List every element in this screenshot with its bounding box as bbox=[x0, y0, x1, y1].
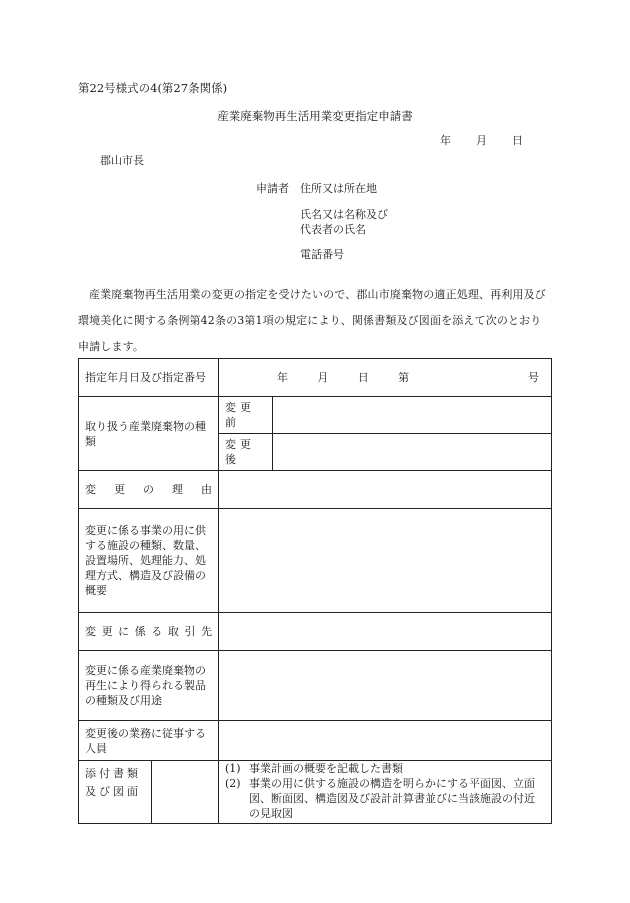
addressee: 郡山市長 bbox=[100, 154, 144, 167]
partner-char: に bbox=[118, 625, 130, 638]
row-staff bbox=[79, 721, 552, 761]
row-recycled-products bbox=[79, 651, 552, 721]
facility-overview-field[interactable] bbox=[219, 509, 552, 613]
reason-char: 理 bbox=[172, 483, 183, 496]
date-month: 月 bbox=[476, 134, 487, 147]
business-partner-label bbox=[79, 613, 219, 651]
date-year: 年 bbox=[440, 134, 451, 147]
applicant-address-label: 住所又は所在地 bbox=[300, 182, 377, 195]
designation-date-label: 指定年月日及び指定番号 bbox=[79, 359, 219, 397]
attachment-text: 事業計画の概要を記載した書類 bbox=[249, 762, 403, 775]
document-title: 産業廃棄物再生活用業変更指定申請書 bbox=[217, 109, 413, 123]
applicant-label: 申請者 bbox=[256, 182, 289, 195]
recycled-products-field[interactable] bbox=[219, 651, 552, 721]
after-change-label: 変更後 bbox=[219, 434, 273, 471]
application-date bbox=[440, 132, 523, 148]
designation-month: 月 bbox=[317, 371, 329, 384]
attachment-number: (2) bbox=[225, 777, 241, 790]
row-change-reason bbox=[79, 471, 552, 509]
attachment-number: (1) bbox=[225, 762, 241, 775]
designation-go: 号 bbox=[527, 371, 539, 384]
staff-label: 変更後の業務に従事する人員 bbox=[79, 721, 219, 761]
attachments-cell bbox=[79, 761, 219, 824]
row-facility-overview bbox=[79, 509, 552, 613]
recycled-products-label: 変更に係る産業廃棄物の再生により得られる製品の種類及び用途 bbox=[79, 651, 219, 721]
partner-char: 引 bbox=[184, 625, 196, 638]
reason-char: の bbox=[143, 483, 154, 496]
reason-char: 更 bbox=[114, 483, 125, 496]
applicant-phone-label: 電話番号 bbox=[300, 248, 344, 261]
application-table bbox=[78, 358, 552, 824]
designation-day: 日 bbox=[357, 371, 369, 384]
partner-char: る bbox=[151, 625, 163, 638]
change-reason-label bbox=[79, 471, 219, 509]
row-attachments bbox=[79, 761, 552, 824]
designation-date-field[interactable] bbox=[219, 359, 552, 397]
after-change-field[interactable] bbox=[273, 434, 552, 471]
partner-char: 取 bbox=[167, 625, 179, 638]
date-day: 日 bbox=[512, 134, 523, 147]
row-waste-types-before bbox=[79, 397, 552, 434]
partner-char: 係 bbox=[134, 625, 146, 638]
attachment-item bbox=[225, 776, 545, 821]
designation-year: 年 bbox=[277, 371, 288, 384]
attachments-list bbox=[219, 761, 552, 824]
waste-types-label: 取り扱う産業廃棄物の種類 bbox=[79, 397, 219, 471]
row-designation-date bbox=[79, 359, 552, 397]
change-reason-field[interactable] bbox=[219, 471, 552, 509]
attachments-label: 添付書類及び図面 bbox=[79, 761, 152, 823]
reason-char: 由 bbox=[201, 483, 212, 496]
reason-char: 変 bbox=[85, 483, 96, 496]
row-business-partner bbox=[79, 613, 552, 651]
before-change-label: 変更前 bbox=[219, 397, 273, 434]
attachment-item bbox=[225, 761, 545, 776]
partner-char: 変 bbox=[85, 625, 96, 638]
applicant-name-label: 氏名又は名称及び代表者の氏名 bbox=[300, 208, 388, 236]
application-statement: 産業廃棄物再生活用業の変更の指定を受けたいので、郡山市廃棄物の適正処理、再利用及び環境美化に関する条例第42条の3第1項の規定により、関係書類及び図面を添えて次のとおり申請します。 bbox=[78, 288, 546, 353]
designation-dai: 第 bbox=[398, 371, 410, 384]
staff-field[interactable] bbox=[219, 721, 552, 761]
partner-char: 更 bbox=[101, 625, 113, 638]
form-number: 第22号様式の4(第27条関係) bbox=[78, 81, 228, 95]
partner-char: 先 bbox=[200, 625, 212, 638]
attachment-text: 事業の用に供する施設の構造を明らかにする平面図、立面図、断面図、構造図及び設計計算書並びに当該施設の付近の見取図 bbox=[249, 777, 535, 820]
business-partner-field[interactable] bbox=[219, 613, 552, 651]
before-change-field[interactable] bbox=[273, 397, 552, 434]
facility-overview-label: 変更に係る事業の用に供する施設の種類、数量、設置場所、処理能力、処理方式、構造及び設備の概要 bbox=[79, 509, 219, 613]
